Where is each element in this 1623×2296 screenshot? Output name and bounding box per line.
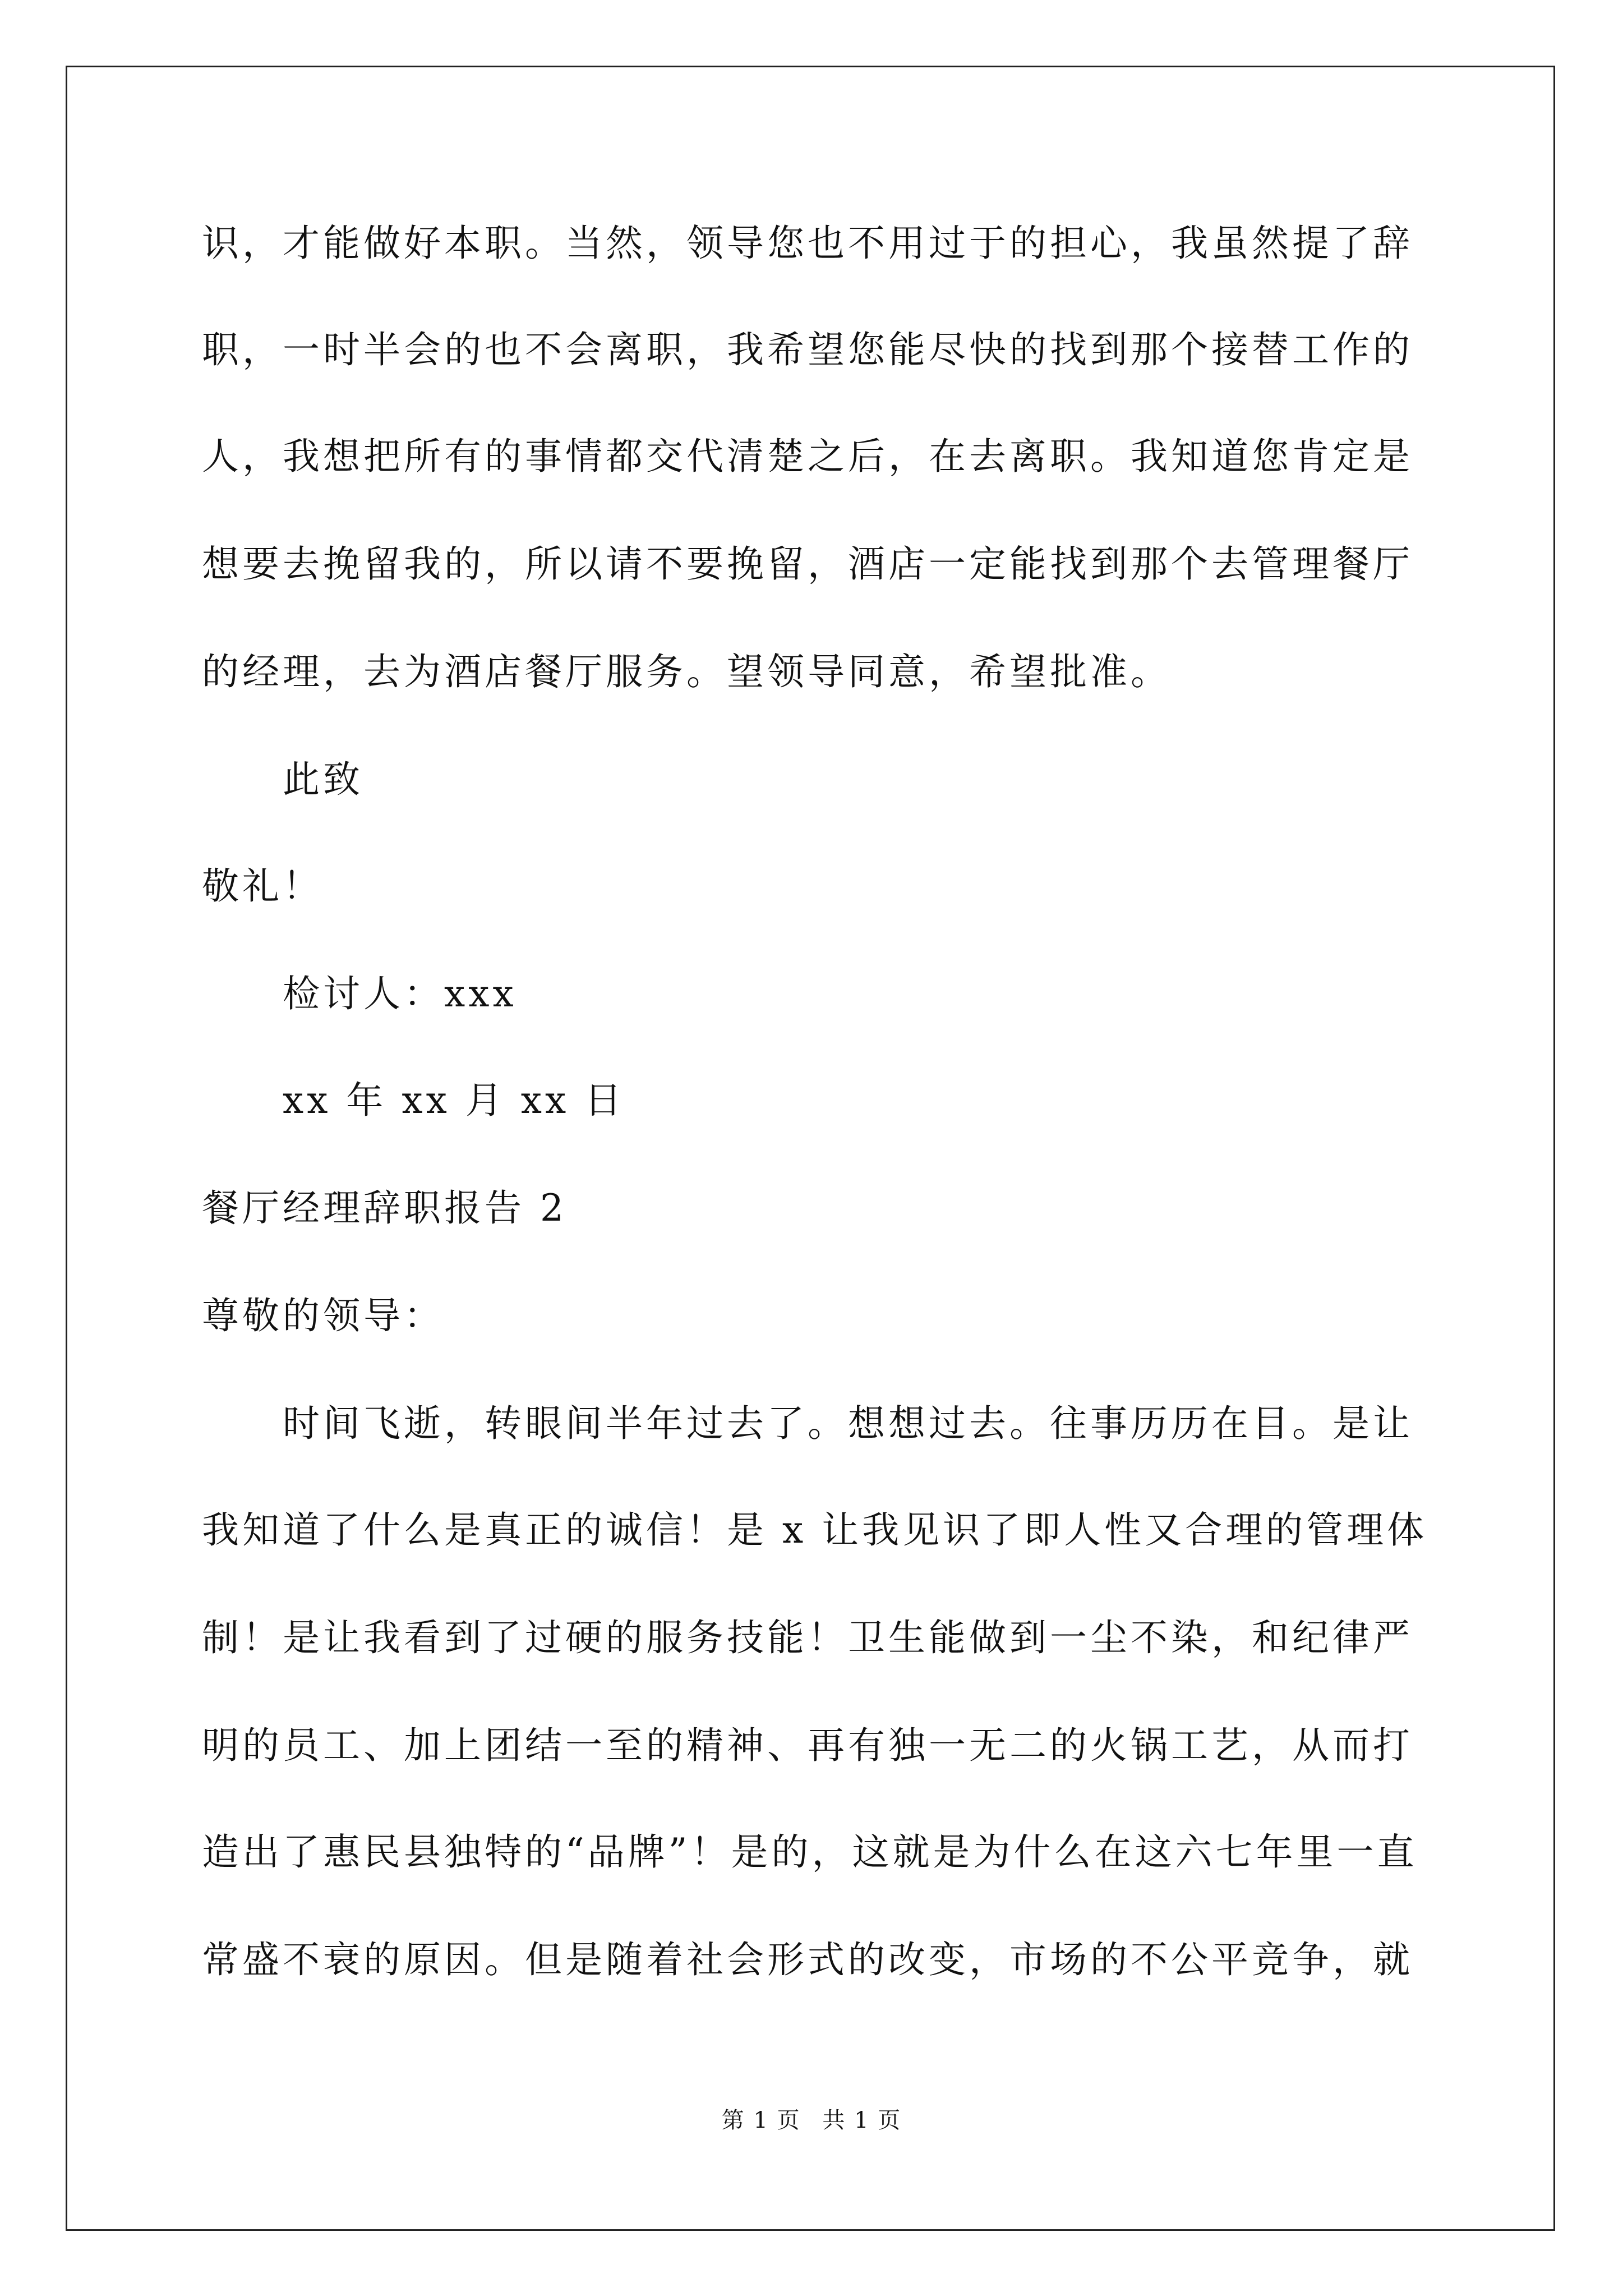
paragraph-line: 时间飞逝，转眼间半年过去了。想想过去。往事历历在目。是让 bbox=[283, 1402, 1413, 1445]
paragraph-line: 常盛不衰的原因。但是随着社会形式的改变，市场的不公平竞争，就 bbox=[202, 1938, 1413, 1981]
closing-regards: 敬礼！ bbox=[202, 864, 323, 908]
page-border bbox=[66, 66, 1555, 2231]
paragraph-line: 制！是让我看到了过硬的服务技能！卫生能做到一尘不染，和纪律严 bbox=[202, 1616, 1413, 1659]
paragraph-line: 造出了惠民县独特的“品牌”！是的，这就是为什么在这六七年里一直 bbox=[202, 1830, 1418, 1874]
paragraph-line: 人，我想把所有的事情都交代清楚之后，在去离职。我知道您肯定是 bbox=[202, 435, 1413, 478]
section-title: 餐厅经理辞职报告 2 bbox=[202, 1186, 567, 1230]
closing-salutation: 此致 bbox=[283, 758, 363, 801]
greeting: 尊敬的领导： bbox=[202, 1294, 444, 1337]
paragraph-line: 的经理，去为酒店餐厅服务。望领导同意，希望批准。 bbox=[202, 650, 1171, 693]
date-line: xx 年 xx 月 xx 日 bbox=[283, 1079, 625, 1122]
paragraph-line: 明的员工、加上团结一至的精神、再有独一无二的火锅工艺，从而打 bbox=[202, 1724, 1413, 1767]
page-total: 共 1 页 bbox=[822, 2108, 902, 2133]
page-number: 第 1 页 bbox=[721, 2108, 801, 2133]
paragraph-line: 想要去挽留我的，所以请不要挽留，酒店一定能找到那个去管理餐厅 bbox=[202, 542, 1413, 586]
page-footer bbox=[0, 2106, 1623, 2134]
paragraph-line: 我知道了什么是真正的诚信！是 x 让我见识了即人性又合理的管理体 bbox=[202, 1508, 1428, 1552]
paragraph-line: 职，一时半会的也不会离职，我希望您能尽快的找到那个接替工作的 bbox=[202, 328, 1413, 371]
paragraph-line: 识，才能做好本职。当然，领导您也不用过于的担心，我虽然提了辞 bbox=[202, 222, 1413, 265]
signature-line: 检讨人：xxx bbox=[283, 972, 517, 1015]
